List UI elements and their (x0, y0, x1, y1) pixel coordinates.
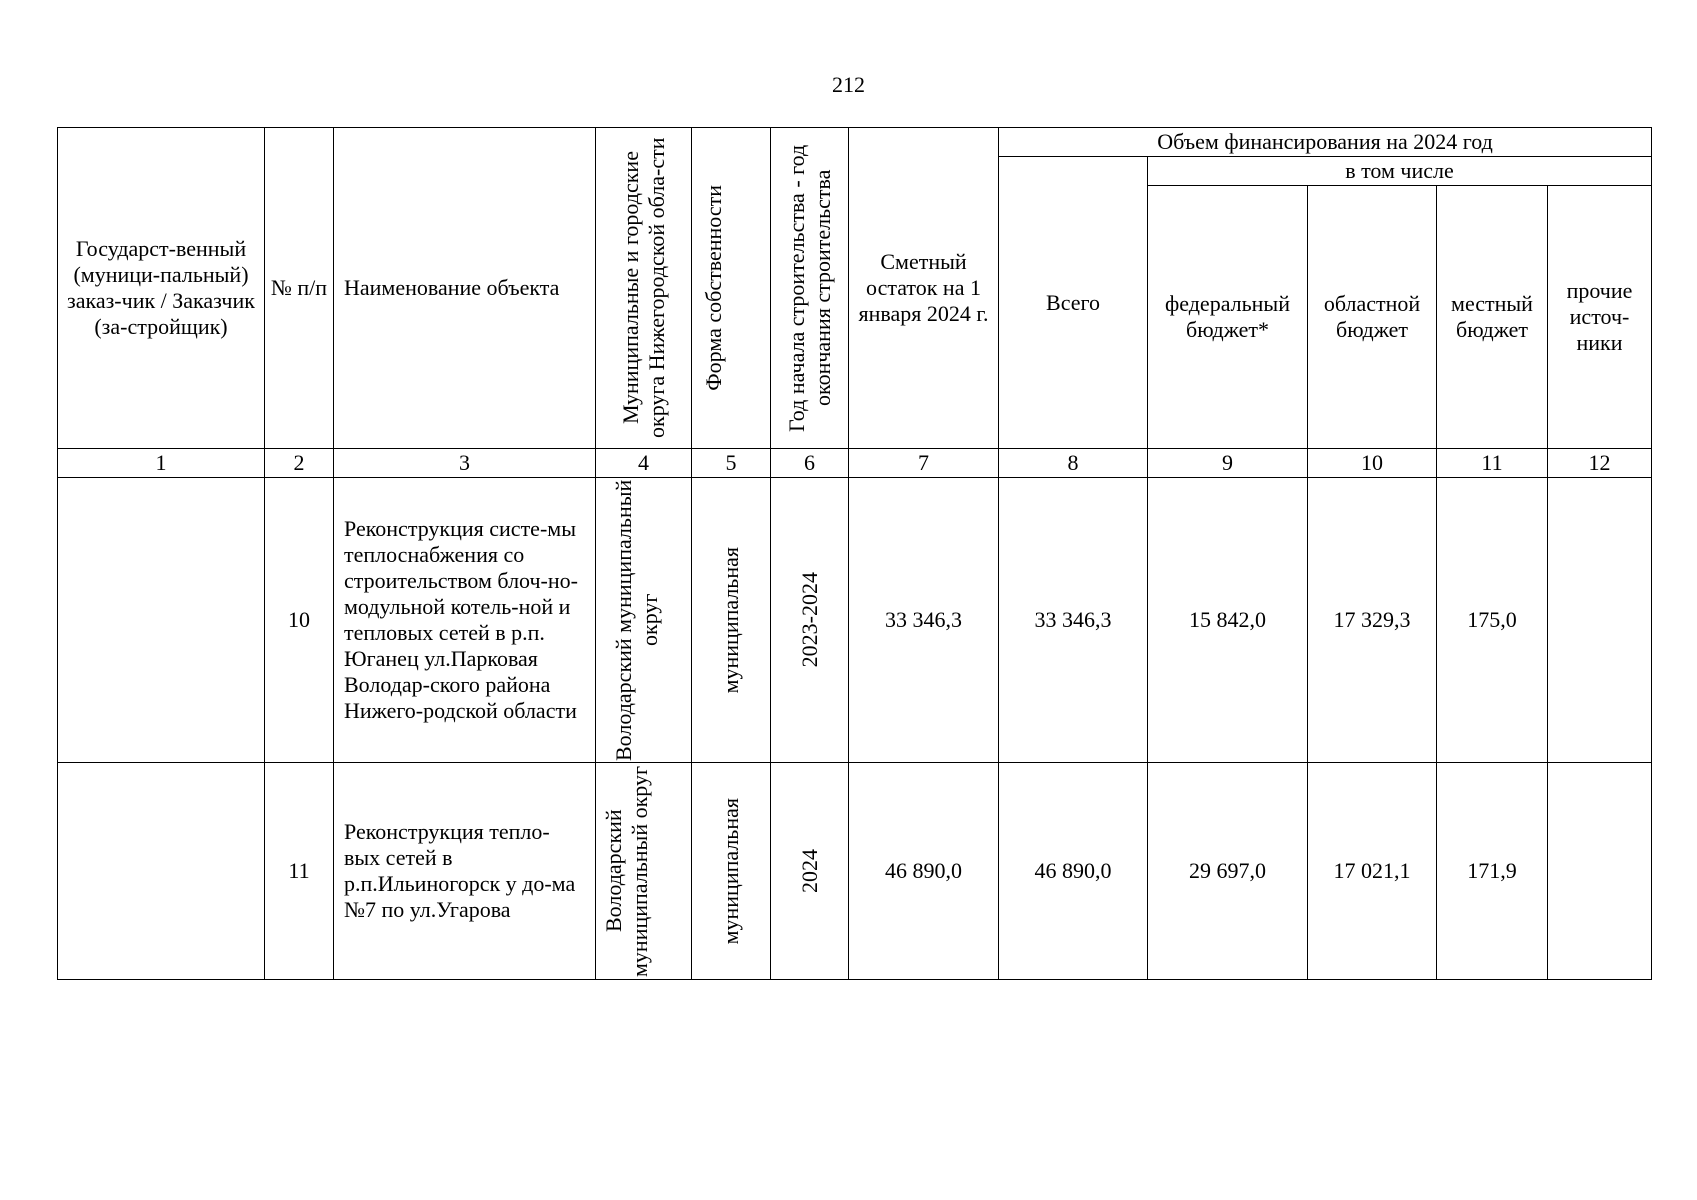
cell-years-text: 2023-2024 (796, 572, 822, 668)
cell-years-text: 2024 (796, 849, 822, 893)
cell-total: 46 890,0 (999, 763, 1148, 980)
cell-years (771, 478, 849, 763)
column-number: 9 (1148, 449, 1308, 478)
cell-ownership (692, 763, 771, 980)
cell-ownership (692, 478, 771, 763)
header-including: в том числе (1148, 157, 1652, 186)
cell-customer (58, 763, 265, 980)
column-number: 7 (849, 449, 999, 478)
header-regional: областной бюджет (1308, 186, 1437, 449)
header-total: Всего (999, 157, 1148, 449)
page-number: 212 (832, 72, 865, 97)
cell-estimate: 33 346,3 (849, 478, 999, 763)
cell-municipal-text: Володарский муниципальный округ (610, 479, 662, 761)
cell-regional: 17 329,3 (1308, 478, 1437, 763)
table-row (58, 478, 1652, 763)
cell-municipal (596, 763, 692, 980)
cell-years (771, 763, 849, 980)
header-num: № п/п (265, 128, 334, 449)
column-number: 12 (1548, 449, 1652, 478)
cell-other (1548, 763, 1652, 980)
cell-municipal (596, 478, 692, 763)
cell-local: 175,0 (1437, 478, 1548, 763)
cell-customer (58, 478, 265, 763)
header-years-text: Год начала строительства - год окончания строительства (783, 144, 835, 432)
table-row (58, 763, 1652, 980)
cell-ownership-text: муниципальная (718, 546, 744, 694)
cell-object-name: Реконструкция тепло-вых сетей в р.п.Ильиногорск у до-ма №7 по ул.Угарова (334, 763, 596, 980)
header-ownership (692, 128, 771, 449)
header-other: прочие источ-ники (1548, 186, 1652, 449)
header-customer: Государст-венный (муници-пальный) заказ-чик / Заказчик (за-стройщик) (58, 128, 265, 449)
column-number: 4 (596, 449, 692, 478)
column-number: 6 (771, 449, 849, 478)
cell-ownership-text: муниципальная (718, 797, 744, 945)
cell-federal: 29 697,0 (1148, 763, 1308, 980)
cell-object-name: Реконструкция систе-мы теплоснабжения со строительством блоч-но-модульной котель-ной и тепловых сетей в р.п. Юганец ул.Парковая Володар-ского района Нижего-родской области (334, 478, 596, 763)
header-funding: Объем финансирования на 2024 год (999, 128, 1652, 157)
cell-estimate: 46 890,0 (849, 763, 999, 980)
cell-other (1548, 478, 1652, 763)
header-local: местный бюджет (1437, 186, 1548, 449)
column-number: 5 (692, 449, 771, 478)
column-number: 1 (58, 449, 265, 478)
column-number: 2 (265, 449, 334, 478)
cell-num: 10 (265, 478, 334, 763)
investment-table (57, 127, 1652, 980)
header-estimate: Сметный остаток на 1 января 2024 г. (849, 128, 999, 449)
column-number: 11 (1437, 449, 1548, 478)
cell-num: 11 (265, 763, 334, 980)
header-row-1 (58, 128, 1652, 157)
header-municipal-text: Муниципальные и городские округа Нижегородской обла-сти (617, 137, 669, 439)
column-number-row (58, 449, 1652, 478)
column-number: 10 (1308, 449, 1437, 478)
header-federal: федеральный бюджет* (1148, 186, 1308, 449)
column-number: 8 (999, 449, 1148, 478)
cell-municipal-text: Володарский муниципальный округ (600, 765, 652, 977)
header-ownership-text: Форма собственности (701, 185, 726, 391)
cell-total: 33 346,3 (999, 478, 1148, 763)
header-years (771, 128, 849, 449)
header-object-name: Наименование объекта (334, 128, 596, 449)
column-number: 3 (334, 449, 596, 478)
cell-local: 171,9 (1437, 763, 1548, 980)
cell-federal: 15 842,0 (1148, 478, 1308, 763)
header-municipal (596, 128, 692, 449)
cell-regional: 17 021,1 (1308, 763, 1437, 980)
